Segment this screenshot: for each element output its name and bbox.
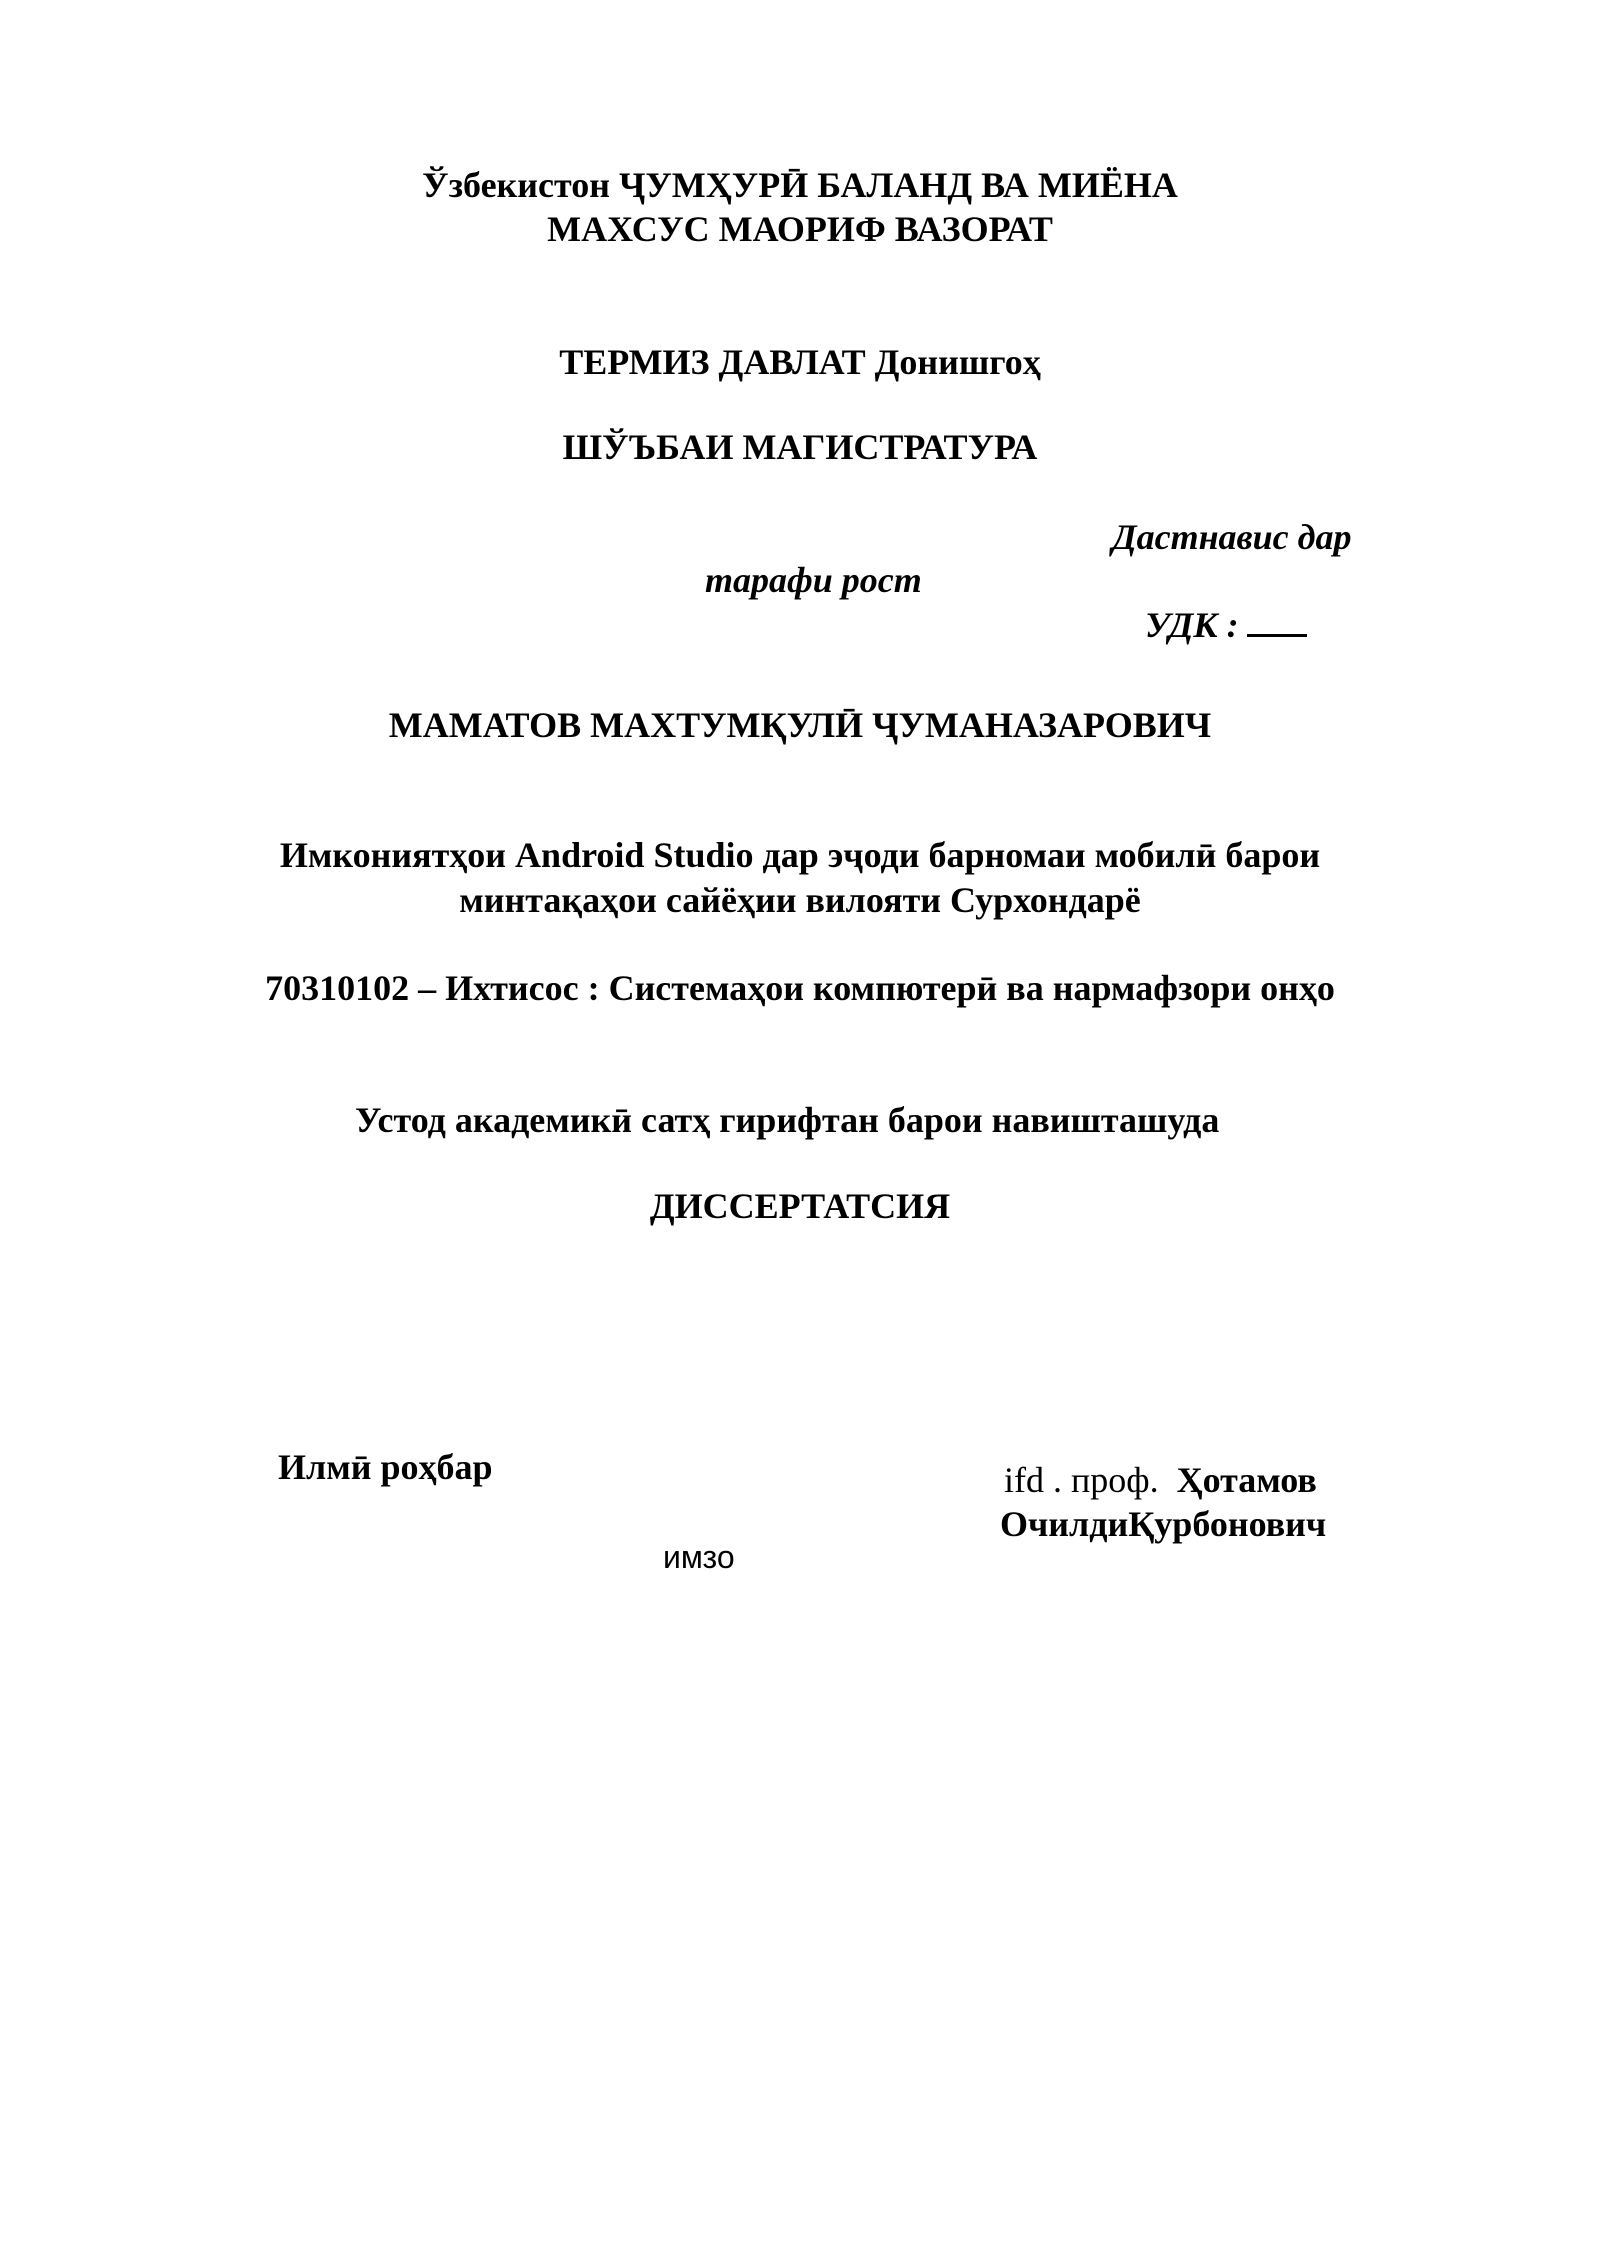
supervisor-surname: Ҳотамов <box>1176 1460 1317 1500</box>
manuscript-label-line-2: тарафи рост <box>705 560 922 600</box>
udk-field <box>1145 603 1307 647</box>
udk-blank <box>1247 604 1307 637</box>
supervisor-degree: ifd . проф. <box>1004 1460 1159 1500</box>
degree-purpose: Устод академикӣ сатҳ гирифтан барои навишташуда <box>355 1100 1220 1140</box>
signature-label: имзо <box>663 1539 735 1575</box>
document-type: ДИССЕРТАТСИЯ <box>649 1186 951 1226</box>
udk-label: УДК : <box>1145 605 1239 645</box>
supervisor-given-names: ОчилдиҚурбонович <box>1000 1504 1327 1544</box>
author-name: МАМАТОВ МАХТУМҚУЛӢ ҶУМАНАЗАРОВИЧ <box>388 705 1212 745</box>
supervisor-title-line <box>1004 1458 1317 1502</box>
supervisor-label: Илмӣ роҳбар <box>278 1447 493 1487</box>
ministry-line-1: Ўзбекистон ҶУМҲУРӢ БАЛАНД ВА МИЁНА <box>422 165 1178 205</box>
specialty-line: 70310102 – Ихтисос : Системаҳои компютерӣ ва нармафзори онҳо <box>265 968 1335 1008</box>
thesis-title-line-1: Имкониятҳои Android Studio дар эҷоди барномаи мобилӣ барои <box>279 835 1321 875</box>
university-name: ТЕРМИЗ ДАВЛАТ Донишгоҳ <box>559 342 1041 382</box>
department-name: ШЎЪБАИ МАГИСТРАТУРА <box>562 427 1038 467</box>
thesis-title-line-2: минтақаҳои сайёҳии вилояти Сурхондарё <box>459 880 1141 920</box>
manuscript-label-line-1: Дастнавис дар <box>1112 517 1352 557</box>
ministry-line-2: МАХСУС МАОРИФ ВАЗОРАТ <box>547 209 1053 249</box>
